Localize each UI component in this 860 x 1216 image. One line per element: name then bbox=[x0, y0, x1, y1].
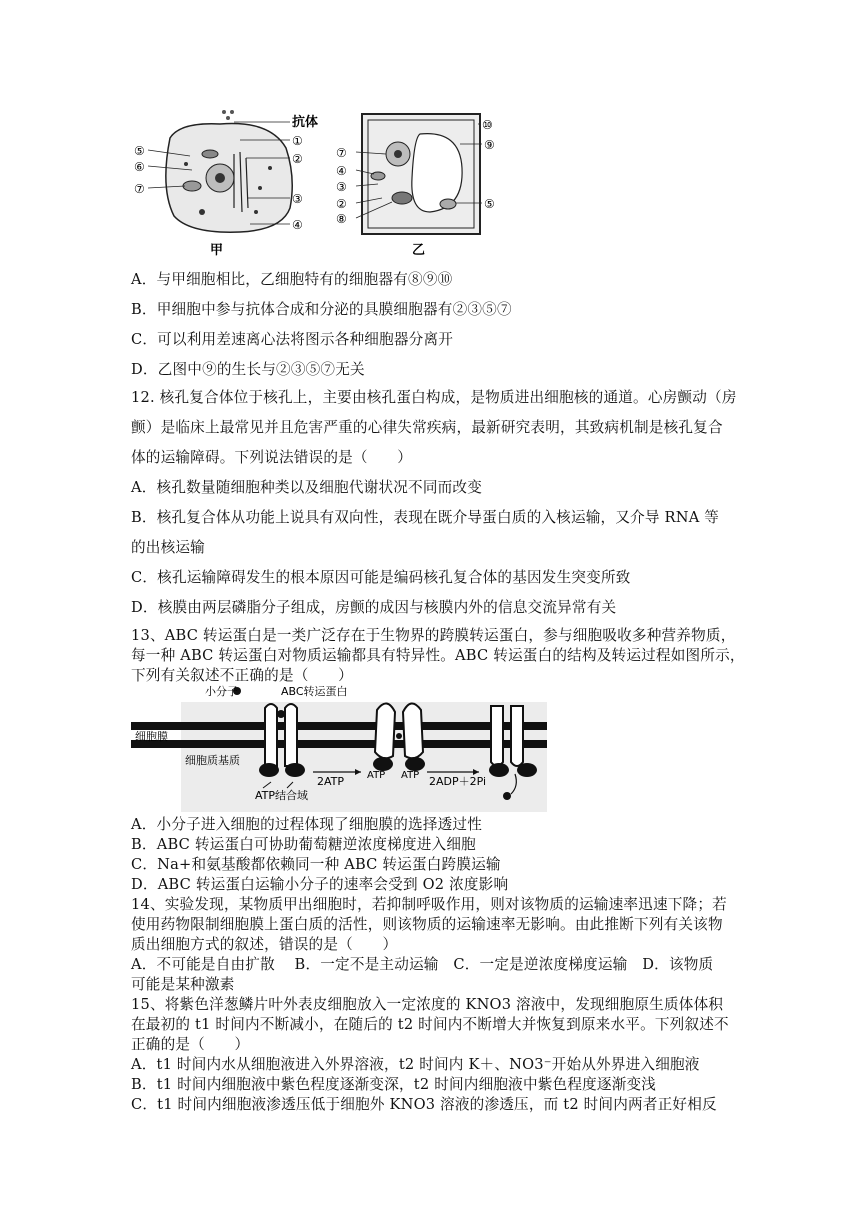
q12-option-d: D．核膜由两层磷脂分子组成，房颤的成因与核膜内外的信息交流异常有关 bbox=[131, 599, 617, 616]
q13-stem: 下列有关叙述不正确的是（ ） bbox=[131, 667, 353, 684]
cell-a-label: ⑥ bbox=[134, 160, 145, 174]
small-molecule-label: 小分子 bbox=[205, 685, 238, 698]
cell-b-label: ⑨ bbox=[484, 138, 495, 152]
q12-stem: 颤）是临床上最常见并且危害严重的心律失常疾病，最新研究表明，其致病机制是核孔复合 bbox=[131, 419, 723, 436]
q13-option-c: C．Na+和氨基酸都依赖同一种 ABC 转运蛋白跨膜运输 bbox=[131, 856, 501, 873]
cell-a-label: ⑤ bbox=[134, 144, 145, 158]
antibody-label: 抗体 bbox=[292, 115, 319, 130]
cell-a-label: ① bbox=[292, 134, 303, 148]
q13-option-d: D．ABC 转运蛋白运输小分子的速率会受到 O2 浓度影响 bbox=[131, 876, 509, 893]
plant-cell-diagram bbox=[356, 114, 482, 234]
q13-stem: 13、ABC 转运蛋白是一类广泛存在于生物界的跨膜转运蛋白，参与细胞吸收多种营养物质， bbox=[131, 627, 736, 644]
cell-a-caption: 甲 bbox=[210, 243, 224, 258]
cell-a-label: ④ bbox=[292, 218, 303, 232]
q15-stem: 在最初的 t1 时间内不断减小，在随后的 t2 时间内不断增大并恢复到原来水平。下列叙述不 bbox=[131, 1016, 729, 1033]
cell-b-label: ⑩ bbox=[482, 118, 493, 132]
q14-stem: 14、实验发现，某物质甲出细胞时，若抑制呼吸作用，则对该物质的运输速率迅速下降；若 bbox=[131, 896, 727, 913]
atp-label: ATP bbox=[401, 770, 420, 781]
q12-option-c: C．核孔运输障碍发生的根本原因可能是编码核孔复合体的基因发生突变所致 bbox=[131, 569, 631, 586]
q14-options-cont: 可能是某种激素 bbox=[131, 976, 235, 993]
cell-b-label: ⑦ bbox=[336, 146, 347, 160]
q13-option-a: A．小分子进入细胞的过程体现了细胞膜的选择透过性 bbox=[131, 816, 482, 833]
abc-transporter-figure bbox=[131, 682, 547, 812]
q11-option-a: A．与甲细胞相比，乙细胞特有的细胞器有⑧⑨⑩ bbox=[131, 271, 453, 288]
cell-b-label: ⑧ bbox=[336, 212, 347, 226]
cell-structure-figure bbox=[130, 108, 510, 260]
q11-option-b: B．甲细胞中参与抗体合成和分泌的具膜细胞器有②③⑤⑦ bbox=[131, 301, 512, 318]
atp-domain-label: ATP结合域 bbox=[255, 789, 309, 802]
q15-option-c: C．t1 时间内细胞液渗透压低于细胞外 KNO3 溶液的渗透压，而 t2 时间内两者正好相反 bbox=[131, 1096, 717, 1113]
animal-cell-diagram bbox=[148, 110, 292, 232]
cell-a-label: ② bbox=[292, 152, 303, 166]
q15-option-a: A．t1 时间内水从细胞液进入外界溶液，t2 时间内 K＋、NO3⁻开始从外界进入细胞液 bbox=[131, 1056, 700, 1073]
cell-b-label: ④ bbox=[336, 164, 347, 178]
cytoplasm-label: 细胞质基质 bbox=[185, 754, 240, 767]
atp-label: ATP bbox=[367, 770, 386, 781]
cell-b-caption: 乙 bbox=[412, 243, 426, 258]
cell-b-label: ② bbox=[336, 197, 347, 211]
q12-option-b-cont: 的出核运输 bbox=[131, 539, 205, 556]
q11-option-d: D．乙图中⑨的生长与②③⑤⑦无关 bbox=[131, 361, 365, 378]
cell-a-label: ③ bbox=[292, 192, 303, 206]
q12-stem: 体的运输障碍。下列说法错误的是（ ） bbox=[131, 449, 413, 466]
q15-option-b: B．t1 时间内细胞液中紫色程度逐渐变深，t2 时间内细胞液中紫色程度逐渐变浅 bbox=[131, 1076, 657, 1093]
q14-stem: 质出细胞方式的叙述，错误的是（ ） bbox=[131, 936, 398, 953]
q12-option-a: A．核孔数量随细胞种类以及细胞代谢状况不同而改变 bbox=[131, 479, 482, 496]
membrane-label: 细胞膜 bbox=[135, 730, 168, 743]
q14-options: A．不可能是自由扩散 B．一定不是主动运输 C．一定是逆浓度梯度运输 D．该物质 bbox=[131, 956, 714, 973]
q13-option-b: B．ABC 转运蛋白可协助葡萄糖逆浓度梯度进入细胞 bbox=[131, 836, 476, 853]
q15-stem: 正确的是（ ） bbox=[131, 1036, 250, 1053]
q12-option-b: B．核孔复合体从功能上说具有双向性，表现在既介导蛋白质的入核运输，又介导 RNA 等 bbox=[131, 509, 720, 526]
q15-stem: 15、将紫色洋葱鳞片叶外表皮细胞放入一定浓度的 KNO3 溶液中，发现细胞原生质体体积 bbox=[131, 996, 724, 1013]
products-label: 2ADP＋2Pi bbox=[429, 775, 487, 788]
two-atp-label: 2ATP bbox=[317, 775, 345, 788]
cell-b-label: ③ bbox=[336, 180, 347, 194]
cell-a-label: ⑦ bbox=[134, 182, 145, 196]
abc-protein-label: ABC转运蛋白 bbox=[281, 685, 348, 698]
q14-stem: 使用药物限制细胞膜上蛋白质的活性，则该物质的运输速率无影响。由此推断下列有关该物 bbox=[131, 916, 723, 933]
q13-stem: 每一种 ABC 转运蛋白对物质运输都具有特异性。ABC 转运蛋白的结构及转运过程如图所示， bbox=[131, 647, 745, 664]
q11-option-c: C．可以利用差速离心法将图示各种细胞器分离开 bbox=[131, 331, 454, 348]
q12-stem: 12. 核孔复合体位于核孔上，主要由核孔蛋白构成，是物质进出细胞核的通道。心房颤动（房 bbox=[131, 389, 737, 406]
cell-b-label: ⑤ bbox=[484, 197, 495, 211]
